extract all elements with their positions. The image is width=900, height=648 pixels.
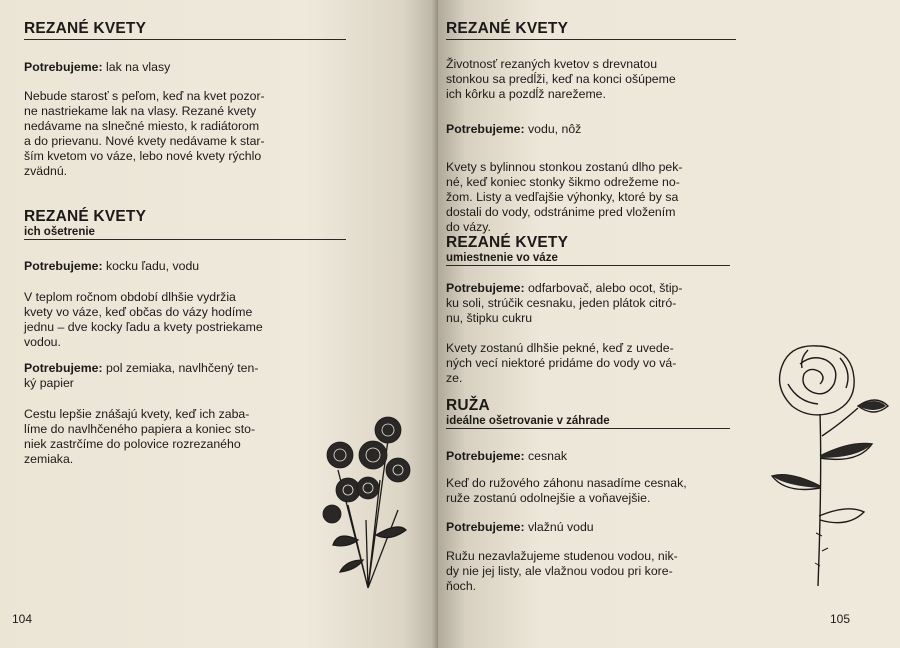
paragraph: Ružu nezavlažujeme studenou vodou, nik- dy nie jej listy, ale vlažnou vodou pri kore- ňoch. xyxy=(446,549,678,593)
section-title: REZANÉ KVETY xyxy=(24,20,346,40)
page-number: 104 xyxy=(12,612,33,626)
section-title: REZANÉ KVETY xyxy=(24,208,147,225)
paragraph: Cestu lepšie znášajú kvety, keď ich zaba- líme do navlhčeného papiera a koniec sto- niek zastrčíme do polovice rozrezaného zemiaka. xyxy=(24,407,256,466)
section-subtitle: ich ošetrenie xyxy=(24,226,346,240)
section-title: REZANÉ KVETY xyxy=(446,20,736,40)
needs-line: Potrebujeme: vodu, nôž xyxy=(446,122,582,136)
flower-bouquet-illustration xyxy=(318,410,418,590)
paragraph: Keď do ružového záhonu nasadíme cesnak, ruže zostanú odolnejšie a voňavejšie. xyxy=(446,476,687,505)
needs-line: Potrebujeme: lak na vlasy xyxy=(24,60,171,74)
section-subtitle: umiestnenie vo váze xyxy=(446,252,730,266)
needs-line: Potrebujeme: odfarbovač, alebo ocot, štip- ku soli, strúčik cesnaku, jeden plátok citró- nu, štipku cukru xyxy=(446,281,683,325)
right-page xyxy=(438,0,900,648)
paragraph: Nebude starosť s peľom, keď na kvet pozor- ne nastriekame lak na vlasy. Rezané kvety nedávame na slnečné miesto, k radiátorom a do prievanu. Nové kvety nedávame k star- ším kvetom vo váze, lebo nové kvety rýchlo zvädnú. xyxy=(24,89,265,178)
paragraph: V teplom ročnom období dlhšie vydržia kvety vo váze, keď občas do vázy hodíme jednu – dve kocky ľadu a kvety postriekame vodou. xyxy=(24,290,263,349)
page-number: 105 xyxy=(829,612,850,626)
needs-line: Potrebujeme: kocku ľadu, vodu xyxy=(24,259,200,273)
needs-line: Potrebujeme: cesnak xyxy=(446,449,567,463)
section-title: REZANÉ KVETY xyxy=(446,234,569,251)
paragraph: Životnosť rezaných kvetov s drevnatou stonkou sa predĺži, keď na konci ošúpeme ich kôrku a pozdĺž narežeme. xyxy=(446,57,676,101)
rose-illustration xyxy=(760,336,892,592)
paragraph: Kvety zostanú dlhšie pekné, keď z uvede- ných vecí niektoré pridáme do vody vo vá- ze. xyxy=(446,341,677,385)
section-subtitle: ideálne ošetrovanie v záhrade xyxy=(446,415,730,429)
needs-line: Potrebujeme: vlažnú vodu xyxy=(446,520,594,534)
paragraph: Kvety s bylinnou stonkou zostanú dlho pek- né, keď koniec stonky šikmo odrežeme no- žom. Listy a vedľajšie výhonky, ktoré by sa dostali do vody, odstránime pred vložením do vázy. xyxy=(446,160,683,234)
needs-line: Potrebujeme: pol zemiaka, navlhčený ten- ký papier xyxy=(24,361,259,390)
left-page xyxy=(0,0,438,648)
section-title: RUŽA xyxy=(446,397,490,414)
